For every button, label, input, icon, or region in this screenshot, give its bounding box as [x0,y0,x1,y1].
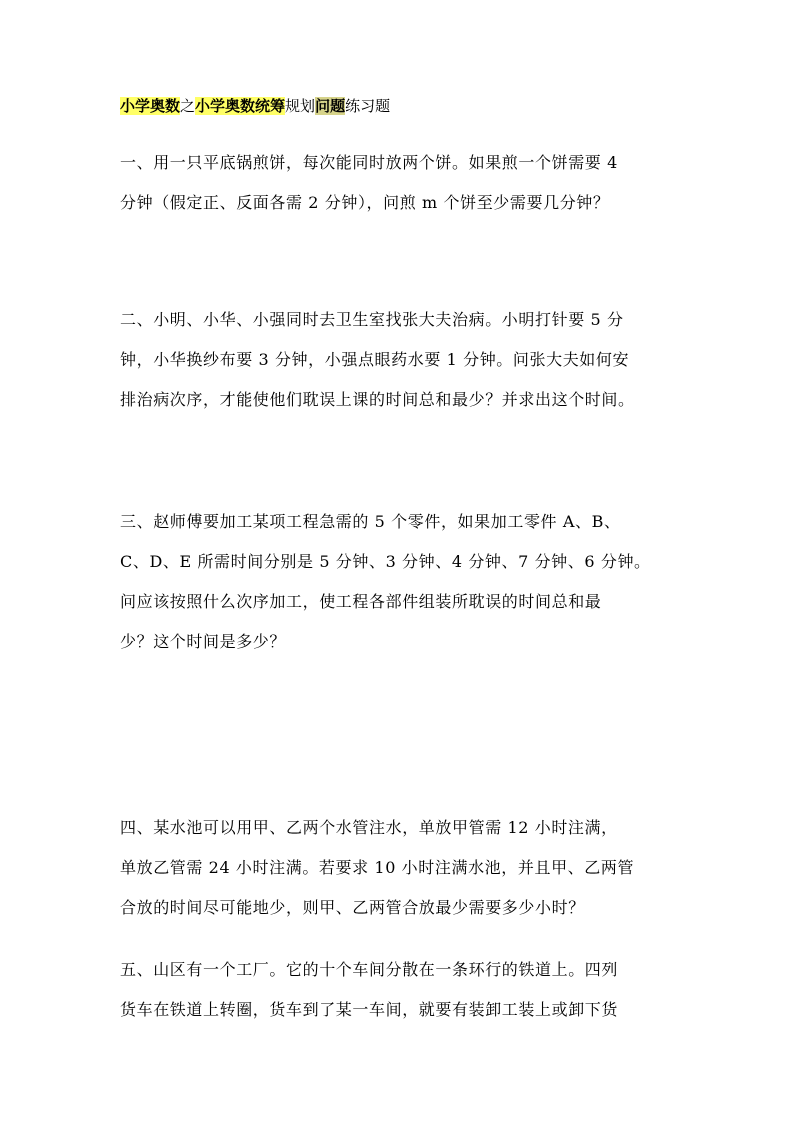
question-3 [120,502,692,662]
question-line: 一、用一只平底锅煎饼，每次能同时放两个饼。如果煎一个饼需要 4 [120,153,618,172]
question-1 [120,143,692,223]
title-part-1: 小学奥数 [120,97,181,115]
question-5 [120,950,692,1030]
title-part-3: 小学奥数统筹 [195,97,286,115]
question-line: 二、小明、小华、小强同时去卫生室找张大夫治病。小明打针要 5 分 [120,310,624,329]
title-part-6: 练习题 [345,97,391,115]
question-line: 五、山区有一个工厂。它的十个车间分散在一条环行的铁道上。四列 [120,960,619,979]
question-line: 货车在铁道上转圈，货车到了某一车间，就要有装卸工装上或卸下货 [120,1000,619,1019]
question-line: 四、某水池可以用甲、乙两个水管注水，单放甲管需 12 小时注满， [120,818,618,837]
question-line: 排治病次序，才能使他们耽误上课的时间总和最少？并求出这个时间。 [120,390,635,409]
question-2 [120,300,692,420]
title-part-4: 规划 [285,97,316,115]
document-title [120,95,390,116]
question-line: 问应该按照什么次序加工，使工程各部件组装所耽误的时间总和最 [120,592,602,611]
question-line: 分钟（假定正、反面各需 2 分钟），问煎 m 个饼至少需要几分钟？ [120,193,610,212]
question-line: 合放的时间尽可能地少，则甲、乙两管合放最少需要多少小时？ [120,898,585,917]
question-4 [120,808,692,928]
question-line: 单放乙管需 24 小时注满。若要求 10 小时注满水池，并且甲、乙两管 [120,858,635,877]
question-line: 少？这个时间是多少？ [120,632,287,651]
title-part-2: 之 [180,97,196,115]
question-line: 钟，小华换纱布要 3 分钟，小强点眼药水要 1 分钟。问张大夫如何安 [120,350,630,369]
question-line: C、D、E 所需时间分别是 5 分钟、3 分钟、4 分钟、7 分钟、6 分钟。 [120,552,651,571]
title-part-5: 问题 [315,97,346,115]
question-line: 三、赵师傅要加工某项工程急需的 5 个零件，如果加工零件 A、B、 [120,512,621,531]
